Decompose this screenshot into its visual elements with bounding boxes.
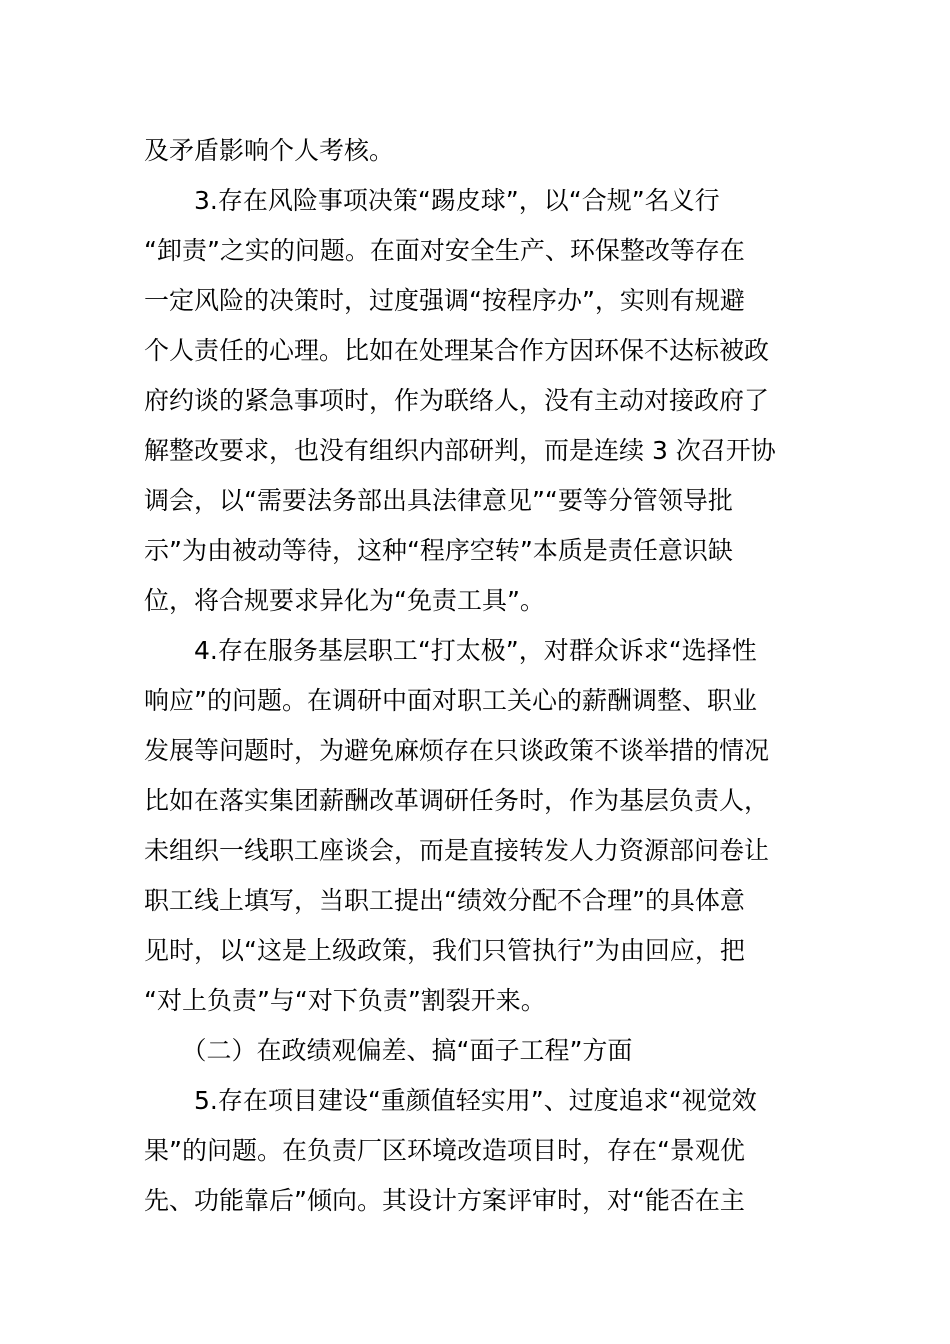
text-line: 及矛盾影响个人考核。 <box>144 136 395 165</box>
text-line: 未组织一线职工座谈会，而是直接转发人力资源部问卷让 <box>144 836 770 865</box>
text-line: 位，将合规要求异化为“免责工具”。 <box>144 586 545 615</box>
text-line: 比如在落实集团薪酬改革调研任务时，作为基层负责人， <box>144 786 770 815</box>
text-line: 先、功能靠后”倾向。其设计方案评审时，对“能否在主 <box>144 1186 745 1215</box>
text-line: 果”的问题。在负责厂区环境改造项目时，存在“景观优 <box>144 1136 745 1165</box>
text-line: 调会，以“需要法务部出具法律意见”“要等分管领导批 <box>144 486 733 515</box>
text-line: 响应”的问题。在调研中面对职工关心的薪酬调整、职业 <box>144 686 757 715</box>
text-line: 个人责任的心理。比如在处理某合作方因环保不达标被政 <box>144 336 770 365</box>
text-line: 一定风险的决策时，过度强调“按程序办”，实则有规避 <box>144 286 745 315</box>
text-line: 见时，以“这是上级政策，我们只管执行”为由回应，把 <box>144 936 745 965</box>
text-line: 解整改要求，也没有组织内部研判，而是连续 3 次召开协 <box>144 436 776 465</box>
text-line: “卸责”之实的问题。在面对安全生产、环保整改等存在 <box>144 236 745 265</box>
text-line: 5.存在项目建设“重颜值轻实用”、过度追求“视觉效 <box>144 1086 757 1115</box>
text-line: “对上负责”与“对下负责”割裂开来。 <box>144 986 546 1015</box>
body-text <box>144 126 808 1226</box>
text-line: 发展等问题时，为避免麻烦存在只谈政策不谈举措的情况 <box>144 736 770 765</box>
text-line: 府约谈的紧急事项时，作为联络人，没有主动对接政府了 <box>144 386 770 415</box>
text-line: 职工线上填写，当职工提出“绩效分配不合理”的具体意 <box>144 886 745 915</box>
text-line: 4.存在服务基层职工“打太极”，对群众诉求“选择性 <box>144 636 757 665</box>
text-line: 示”为由被动等待，这种“程序空转”本质是责任意识缺 <box>144 536 733 565</box>
text-line: 3.存在风险事项决策“踢皮球”，以“合规”名义行 <box>144 186 720 215</box>
section-heading: （二）在政绩观偏差、搞“面子工程”方面 <box>144 1036 633 1065</box>
